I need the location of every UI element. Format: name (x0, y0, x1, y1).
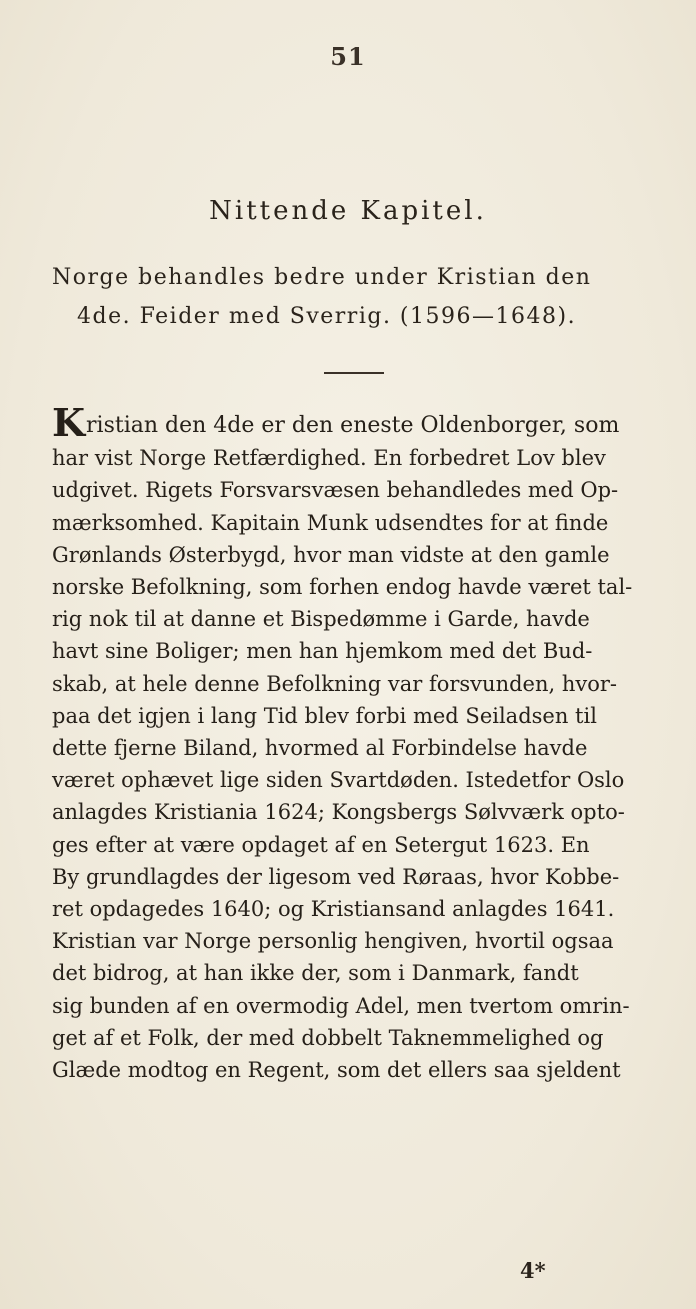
section-divider (324, 372, 384, 374)
subtitle-line: Norge behandles bedre under Kristian den (52, 265, 592, 290)
body-line: paa det igjen i lang Tid blev forbi med Seiladsen til (52, 703, 597, 728)
drop-capital: K (52, 400, 87, 445)
page-number: 51 (330, 42, 366, 71)
body-line: havt sine Boliger; men han hjemkom med det Bud- (52, 639, 593, 664)
body-line: rig nok til at danne et Bispedømme i Garde, havde (52, 607, 590, 632)
body-line: anlagdes Kristiania 1624; Kongsbergs Sølvværk opto- (52, 800, 625, 825)
body-line: Kristian var Norge personlig hengiven, hvortil ogsaa (52, 929, 614, 954)
body-line: udgivet. Rigets Forsvarsvæsen behandledes med Op- (52, 478, 619, 503)
body-line (52, 400, 692, 445)
body-line: Grønlands Østerbygd, hvor man vidste at den gamle (52, 542, 610, 567)
body-line: By grundlagdes der ligesom ved Røraas, hvor Kobbe- (52, 864, 620, 889)
signature-mark: 4* (520, 1258, 546, 1283)
body-line: ret opdagedes 1640; og Kristiansand anlagdes 1641. (52, 897, 615, 922)
body-line: Glæde modtog en Regent, som det ellers saa sjeldent (52, 1058, 621, 1083)
body-line: norske Befolkning, som forhen endog havde været tal- (52, 575, 633, 600)
body-line: skab, at hele denne Befolkning var forsvunden, hvor- (52, 671, 618, 696)
body-text (52, 400, 692, 1086)
body-line: get af et Folk, der med dobbelt Taknemmelighed og (52, 1025, 604, 1050)
body-line: ges efter at være opdaget af en Setergut 1623. En (52, 832, 590, 857)
subtitle-line: 4de. Feider med Sverrig. (1596—1648). (77, 304, 577, 329)
body-line: det bidrog, at han ikke der, som i Danmark, fandt (52, 961, 579, 986)
body-line: mærksomhed. Kapitain Munk udsendtes for at finde (52, 510, 609, 535)
body-line: dette fjerne Biland, hvormed al Forbindelse havde (52, 736, 588, 761)
body-line: sig bunden af en overmodig Adel, men tvertom omrin- (52, 993, 630, 1018)
body-line-text: ristian den 4de er den eneste Oldenborger, som (86, 413, 620, 438)
chapter-title: Nittende Kapitel. (209, 196, 487, 226)
body-line: har vist Norge Retfærdighed. En forbedret Lov blev (52, 446, 606, 471)
chapter-subtitle (52, 258, 652, 336)
body-line: været ophævet lige siden Svartdøden. Istedetfor Oslo (52, 768, 625, 793)
